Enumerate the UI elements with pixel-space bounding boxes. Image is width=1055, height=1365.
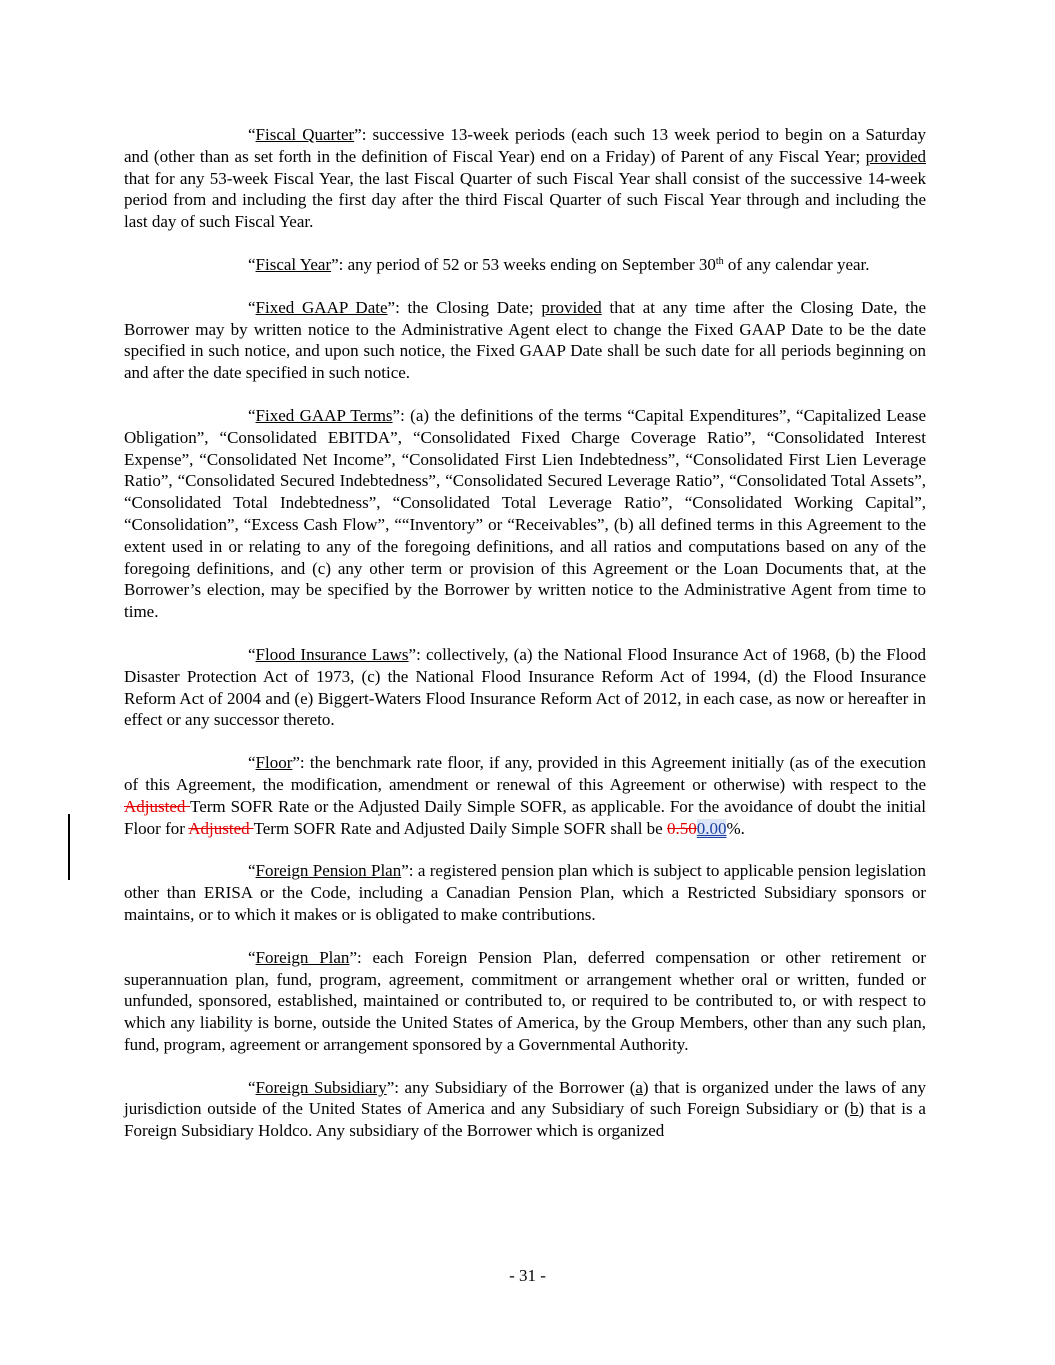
- defined-term: Foreign Subsidiary: [255, 1077, 387, 1097]
- provided-term: provided: [541, 297, 602, 317]
- clause-a: a: [635, 1077, 643, 1097]
- revision-change-bar: [68, 814, 70, 880]
- definition-floor: “Floor”: the benchmark rate floor, if any, provided in this Agreement initially (as of the execution of this Agreement, the modification, amendment or renewal of this Agreement or otherwise) with respect to the Adjusted Term SOFR Rate or the Adjusted Daily Simple SOFR, as applicable. For the avoidance of doubt the initial Floor for Adjusted Term SOFR Rate and Adjusted Daily Simple SOFR shall be 0.500.00%.: [124, 753, 927, 838]
- inserted-text: 0.00: [696, 818, 727, 838]
- page-number: - 31 -: [509, 1266, 546, 1285]
- deleted-text: Adjusted: [188, 818, 254, 838]
- provided-term: provided: [865, 146, 926, 166]
- definition-fiscal-quarter: “Fiscal Quarter”: successive 13-week periods (each such 13 week period to begin on a Saturday and (other than as set forth in the definition of Fiscal Year) end on a Friday) of Parent of any Fiscal Year; provided that for any 53-week Fiscal Year, the last Fiscal Quarter of such Fiscal Year shall consist of the successive 14-week period from and including the first day after the third Fiscal Quarter of such Fiscal Year through and including the last day of such Fiscal Year.: [124, 125, 926, 232]
- defined-term: Fiscal Year: [255, 254, 332, 274]
- deleted-text: Adjusted: [124, 796, 191, 816]
- clause-b: b: [849, 1099, 859, 1119]
- defined-term: Floor: [255, 753, 293, 773]
- defined-term: Fiscal Quarter: [255, 125, 355, 144]
- deleted-text: 0.50: [666, 818, 697, 838]
- definition-foreign-subsidiary: “Foreign Subsidiary”: any Subsidiary of the Borrower (a) that is organized under the laws of any jurisdiction outside of the United States of America and any Subsidiary of such Foreign Subsidiary or (b) that is a Foreign Subsidiary Holdco. Any subsidiary of the Borrower which is organized: [124, 1077, 926, 1141]
- defined-term: Foreign Plan: [255, 947, 350, 967]
- superscript: th: [715, 255, 724, 267]
- document-page: [124, 124, 926, 1163]
- defined-term: Fixed GAAP Date: [255, 297, 388, 317]
- definition-foreign-plan: “Foreign Plan”: each Foreign Pension Plan, deferred compensation or other retirement or superannuation plan, fund, program, agreement, commitment or arrangement whether oral or written, funded or unfunded, sponsored, established, maintained or contributed to, or required to be contributed to, or with respect to which any liability is borne, outside the United States of America, by the Group Members, other than any such plan, fund, program, agreement or arrangement sponsored by a Governmental Authority.: [124, 947, 926, 1054]
- definition-fixed-gaap-terms: “Fixed GAAP Terms”: (a) the definitions of the terms “Capital Expenditures”, “Capitalized Lease Obligation”, “Consolidated EBITDA”, “Consolidated Fixed Charge Coverage Ratio”, “Consolidated Interest Expense”, “Consolidated Net Income”, “Consolidated First Lien Indebtedness”, “Consolidated First Lien Leverage Ratio”, “Consolidated Secured Indebtedness”, “Consolidated Secured Leverage Ratio”, “Consolidated Total Assets”, “Consolidated Total Indebtedness”, “Consolidated Total Leverage Ratio”, “Consolidated Working Capital”, “Consolidation”, “Excess Cash Flow”, ““Inventory” or “Receivables”, (b) all defined terms in this Agreement to the extent used in or relating to any of the foregoing definitions, and all ratios and computations based on any of the foregoing definitions, and (c) any other term or provision of this Agreement or the Loan Documents that, at the Borrower’s election, may be specified by the Borrower by written notice to the Administrative Agent from time to time.: [124, 405, 926, 622]
- definition-flood-insurance-laws: “Flood Insurance Laws”: collectively, (a) the National Flood Insurance Act of 1968, (b) the Flood Disaster Protection Act of 1973, (c) the National Flood Insurance Reform Act of 1994, (d) the Flood Insurance Reform Act of 2004 and (e) Biggert-Waters Flood Insurance Reform Act of 2012, in each case, as now or hereafter in effect or any successor thereto.: [124, 644, 926, 730]
- definition-fixed-gaap-date: “Fixed GAAP Date”: the Closing Date; provided that at any time after the Closing Date, the Borrower may by written notice to the Administrative Agent elect to change the Fixed GAAP Date to be the date specified in such notice, and upon such notice, the Fixed GAAP Date shall be such date for all periods beginning on and after the date specified in such notice.: [124, 297, 926, 383]
- defined-term: Flood Insurance Laws: [255, 644, 409, 664]
- defined-term: Foreign Pension Plan: [255, 861, 402, 881]
- definition-fiscal-year: “Fiscal Year”: any period of 52 or 53 weeks ending on September 30th of any calendar year.: [248, 254, 870, 274]
- definition-foreign-pension-plan: “Foreign Pension Plan”: a registered pension plan which is subject to applicable pension legislation other than ERISA or the Code, including a Canadian Pension Plan, which a Restricted Subsidiary sponsors or maintains, or to which it makes or is obligated to make contributions.: [124, 861, 926, 924]
- defined-term: Fixed GAAP Terms: [255, 405, 393, 425]
